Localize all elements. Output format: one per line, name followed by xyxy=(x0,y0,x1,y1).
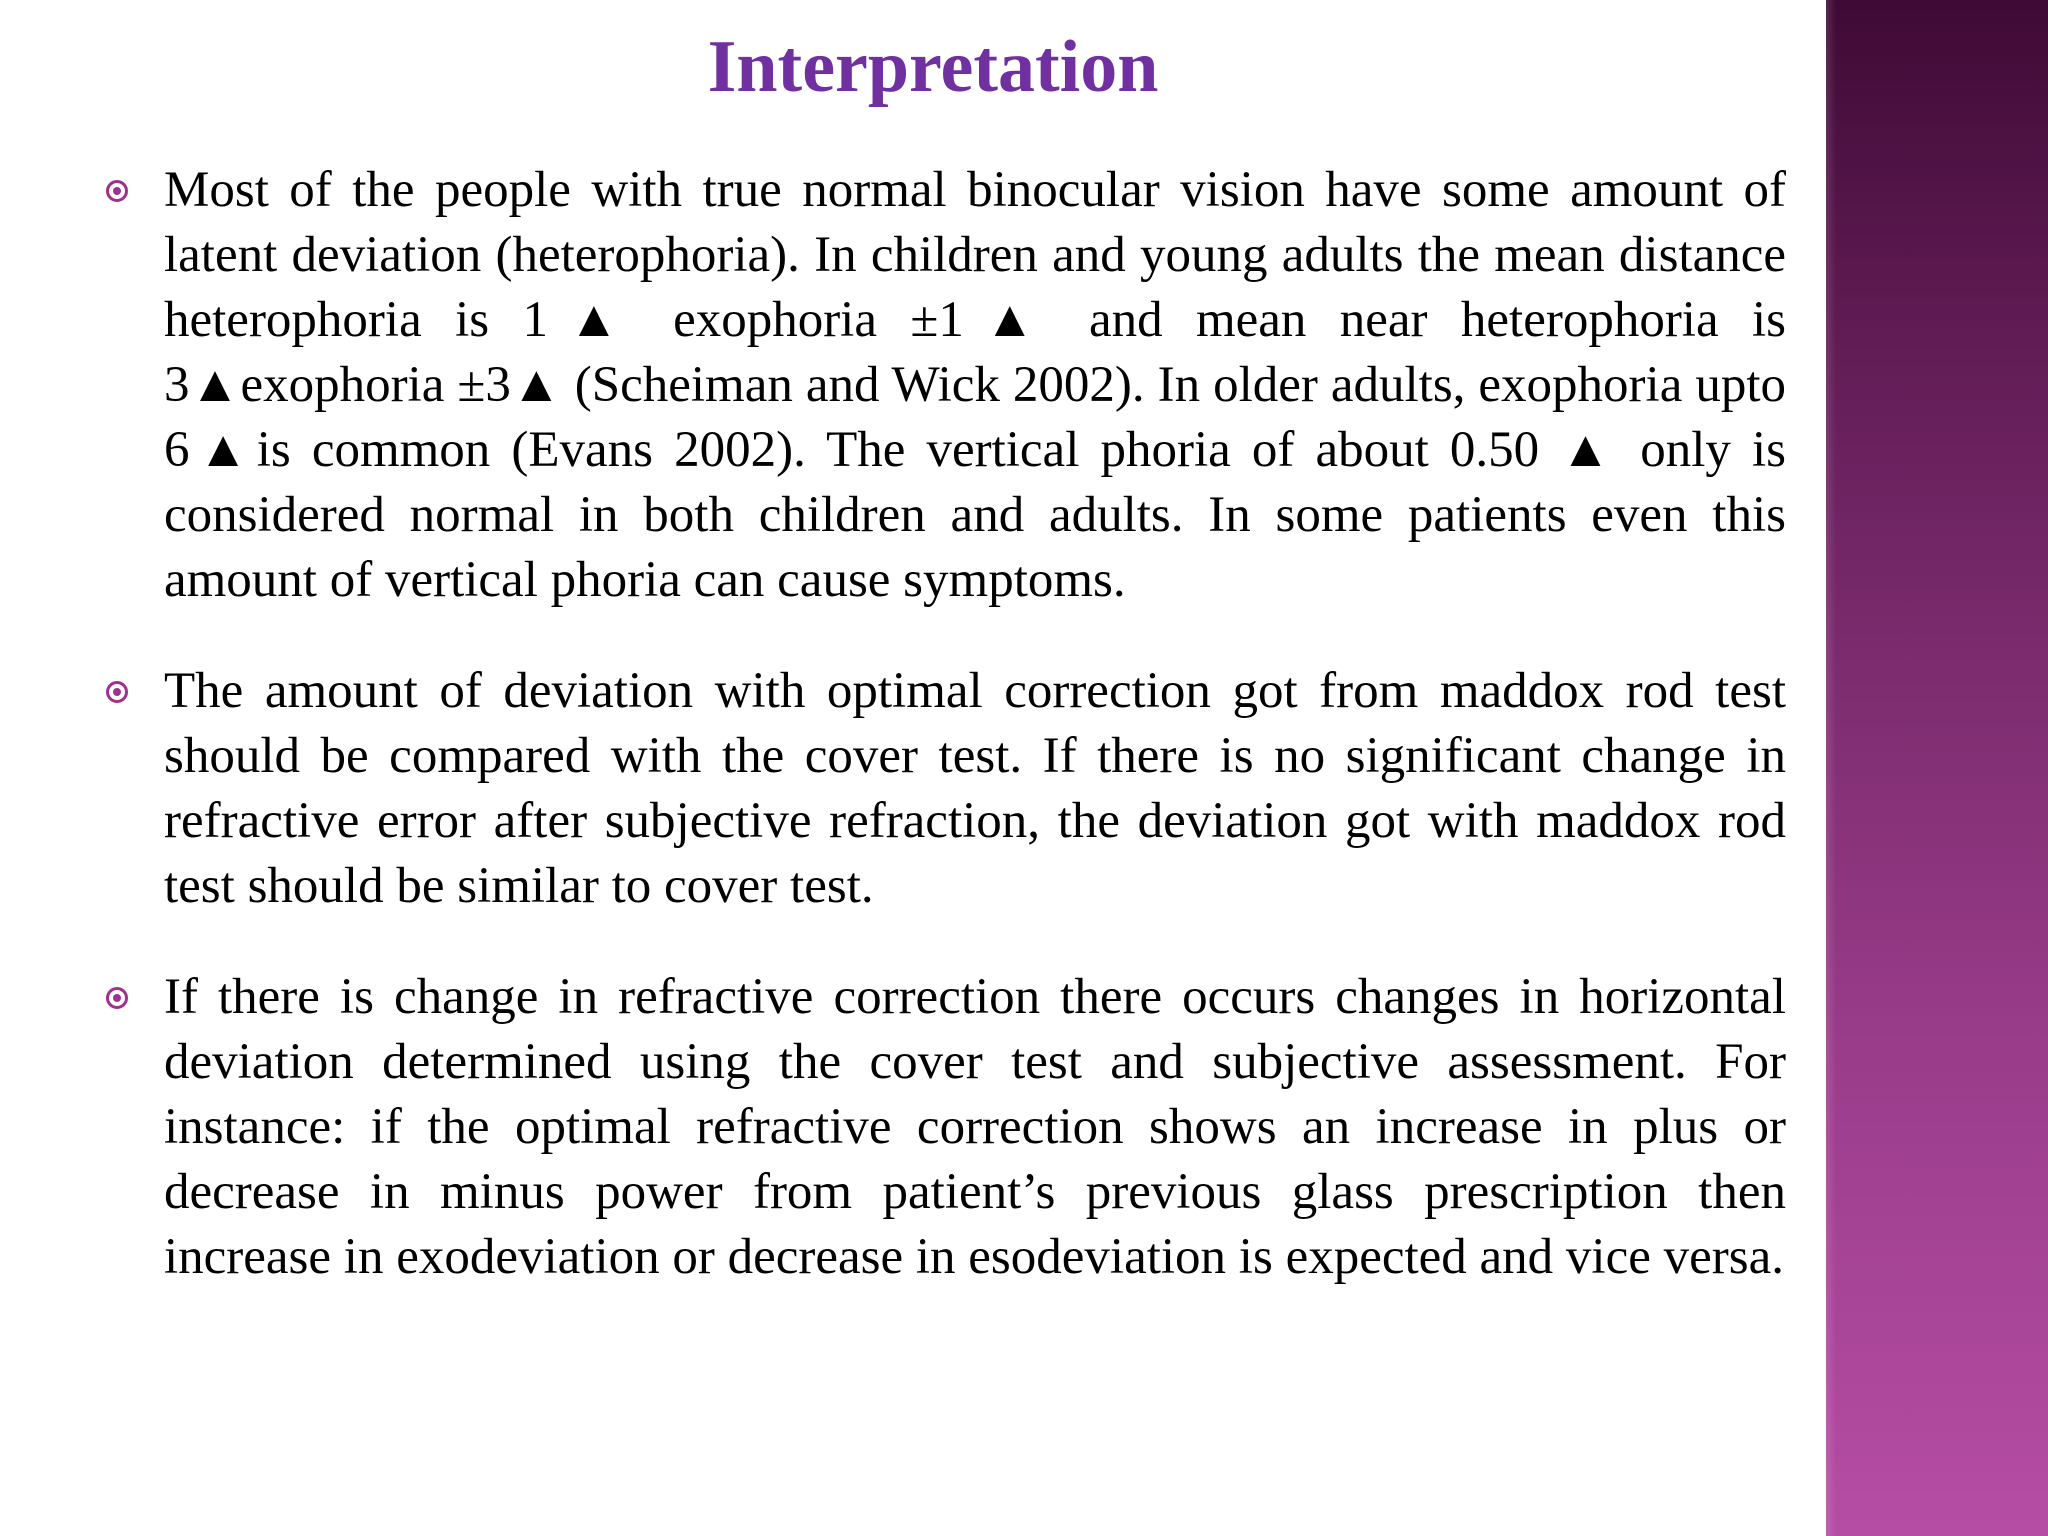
bullet-item xyxy=(0,659,1826,919)
bullet-item xyxy=(0,158,1826,613)
circled-dot-icon xyxy=(106,180,128,202)
circled-dot-icon xyxy=(106,987,128,1009)
bullet-list xyxy=(0,158,1826,1290)
slide-title: Interpretation xyxy=(707,26,1159,108)
bullet-text: The amount of deviation with optimal correction got from maddox rod test should be compared with the cover test. If there is no significant change in refractive error after subjective refraction, the deviation got with maddox rod test should be similar to cover test. xyxy=(164,663,1786,914)
decorative-side-band xyxy=(1826,0,2048,1536)
circled-dot-icon xyxy=(106,681,128,703)
bullet-item xyxy=(0,965,1826,1290)
bullet-text: Most of the people with true normal binocular vision have some amount of latent deviation (heterophoria). In children and young adults the mean distance heterophoria is 1▲ exophoria ±1▲ and mean near heterophoria is 3▲exophoria ±3▲ (Scheiman and Wick 2002). In older adults, exophoria upto 6▲is common (Evans 2002). The vertical phoria of about 0.50 ▲ only is considered normal in both children and adults. In some patients even this amount of vertical phoria can cause symptoms. xyxy=(164,162,1786,608)
bullet-text: If there is change in refractive correction there occurs changes in horizontal deviation determined using the cover test and subjective assessment. For instance: if the optimal refractive correction shows an increase in plus or decrease in minus power from patient’s previous glass prescription then increase in exodeviation or decrease in esodeviation is expected and vice versa. xyxy=(164,969,1786,1285)
